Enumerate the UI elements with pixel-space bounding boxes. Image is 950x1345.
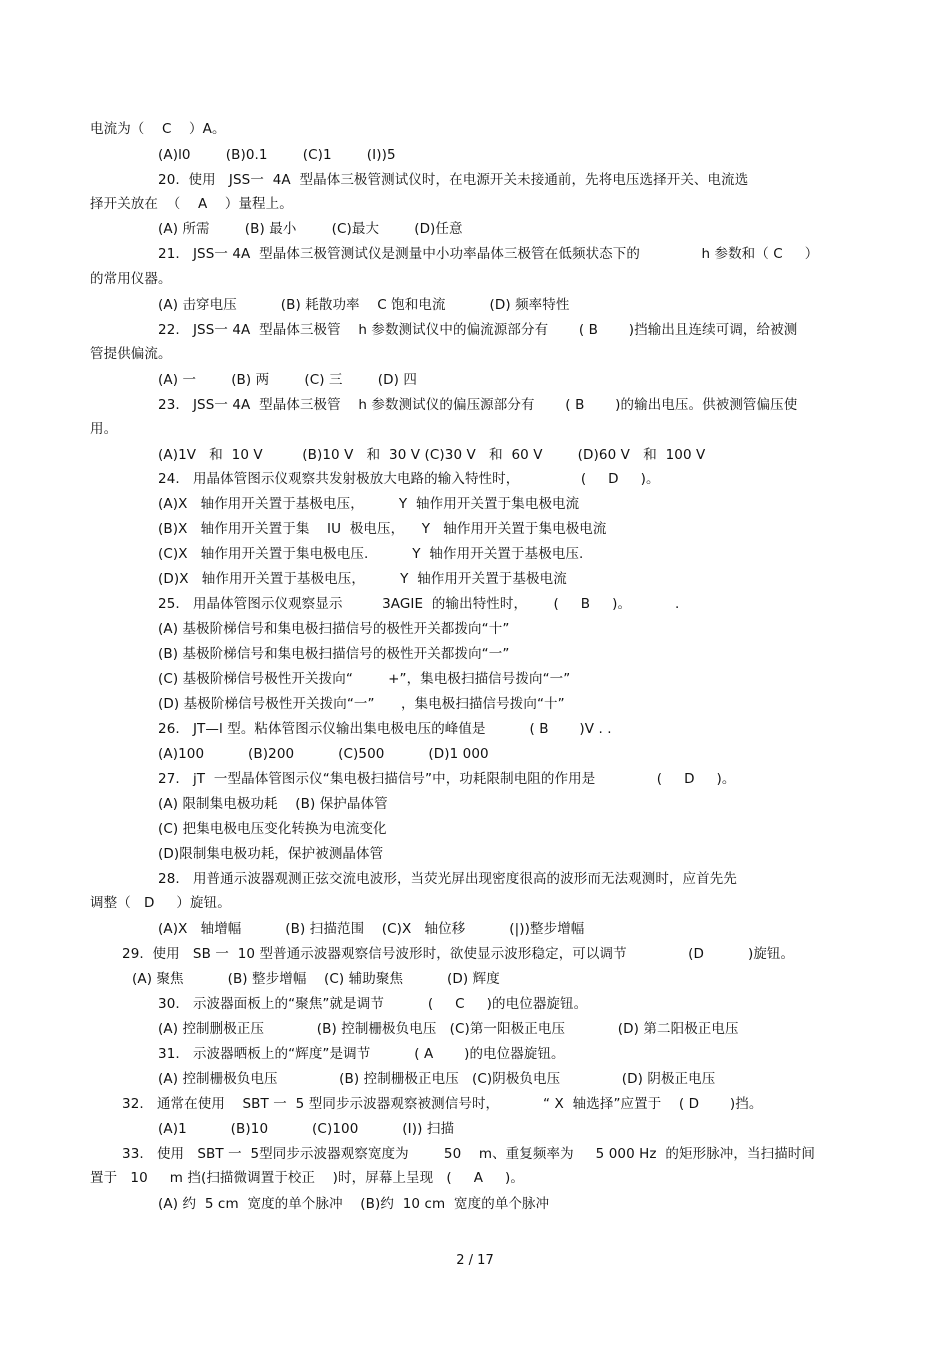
text-line: (A)100 (B)200 (C)500 (D)1 000 [158,746,489,762]
text-line: (D) 基极阶梯信号极性开关拨向“一” ，集电极扫描信号拨向“十” [158,696,565,712]
text-line: (C) 基极阶梯信号极性开关拨向“ +”，集电极扫描信号拨向“一” [158,671,571,687]
text-line: (C) 把集电极电压变化转换为电流变化 [158,821,387,837]
text-line: (A) 所需 (B) 最小 (C)最大 (D)任意 [158,221,463,237]
text-line: (D)X 轴作用开关置于基极电压， Y 轴作用开关置于基极电流 [158,571,567,587]
text-line: 25. 用晶体管图示仪观察显示 3AGIE 的输出特性时， ( B )。 . [158,596,680,612]
text-line: 21. JSS一 4A 型晶体三极管测试仪是测量中小功率晶体三极管在低频状态下的 h 参数和（ C ） [158,246,819,262]
text-line: 22. JSS一 4A 型晶体三极管 h 参数测试仪中的偏流源部分有 ( B )挡输出且连续可调，给被测 [158,322,798,338]
text-line: (A) 控制删极正压 (B) 控制栅极负电压 (C)第一阳极正电压 (D) 第二阳极正电压 [158,1021,739,1037]
text-line: (B) 基极阶梯信号和集电极扫描信号的极性开关都拨向“一” [158,646,510,662]
text-line: 用。 [90,421,118,437]
text-line: (A) 约 5 cm 宽度的单个脉冲 (B)约 10 cm 宽度的单个脉冲 [158,1196,550,1212]
text-line: 29. 使用 SB 一 10 型普通示波器观察信号波形时，欲使显示波形稳定，可以调节 (D )旋钮。 [122,946,795,962]
text-line: (B)X 轴作用开关置于集 IU 极电压， Y 轴作用开关置于集电极电流 [158,521,607,537]
text-line: 择开关放在 （ A ）量程上。 [90,196,293,212]
page-number: 2 / 17 [456,1253,494,1268]
text-line: (A)1 (B)10 (C)100 (I)) 扫描 [158,1121,455,1137]
text-line: (C)X 轴作用开关置于集电极电压. Y 轴作用开关置于基极电压. [158,546,584,562]
text-line: 电流为（ C ）A。 [90,121,226,137]
text-line: 的常用仪器。 [90,271,172,287]
text-line: 26. JT—l 型。粘体管图示仪输出集电极电压的峰值是 ( B )V . . [158,721,612,737]
text-line: 23. JSS一 4A 型晶体三极管 h 参数测试仪的偏压源部分有 ( B )的输出电压。供被测管偏压使 [158,397,798,413]
text-line: (A) 限制集电极功耗 (B) 保护晶体管 [158,796,388,812]
text-line: (A)X 轴作用开关置于基极电压， Y 轴作用开关置于集电极电流 [158,496,580,512]
text-line: (A) 控制栅极负电压 (B) 控制栅极正电压 (C)阴极负电压 (D) 阴极正电压 [158,1071,716,1087]
text-line: 调整（ D ）旋钮。 [90,895,231,911]
text-line: 管提供偏流。 [90,346,172,362]
text-line: (A) 聚焦 (B) 整步增幅 (C) 辅助聚焦 (D) 辉度 [132,971,500,987]
text-line: (D)限制集电极功耗，保护被测晶体管 [158,846,384,862]
text-line: (A)X 轴增幅 (B) 扫描范围 (C)X 轴位移 (|))整步增幅 [158,921,585,937]
text-line: (A)l0 (B)0.1 (C)1 (I))5 [158,147,396,163]
text-line: 20. 使用 JSS一 4A 型晶体三极管测试仪时，在电源开关未接通前，先将电压选择开关、电流选 [158,172,749,188]
text-line: 33. 使用 SBT 一 5型同步示波器观察宽度为 50 m、重复频率为 5 000 Hz 的矩形脉冲，当扫描时间 [122,1146,815,1162]
text-line: 置于 10 m 挡(扫描微调置于校正 )时，屏幕上呈现 ( A )。 [90,1170,525,1186]
text-line: (A)1V 和 10 V (B)10 V 和 30 V (C)30 V 和 60 V (D)60 V 和 100 V [158,447,706,463]
text-line: (A) 基极阶梯信号和集电极扫描信号的极性开关都拨向“十” [158,621,510,637]
text-line: (A) 击穿电压 (B) 耗散功率 C 饱和电流 (D) 频率特性 [158,297,570,313]
text-line: 32. 通常在使用 SBT 一 5 型同步示波器观察被测信号时， “ X 轴选择”应置于 ( D )挡。 [122,1096,763,1112]
text-line: 28. 用普通示波器观测正弦交流电波形，当荧光屏出现密度很高的波形而无法观测时，应首先先 [158,871,737,887]
text-line: 27. jT 一型晶体管图示仪“集电极扫描信号”中，功耗限制电阻的作用是 ( D )。 [158,771,736,787]
text-line: 30. 示波器面板上的“聚焦”就是调节 ( C )的电位器旋钮。 [158,996,588,1012]
text-line: 24. 用晶体管图示仪观察共发射极放大电路的输入特性时， ( D )。 [158,471,660,487]
text-line: (A) 一 (B) 两 (C) 三 (D) 四 [158,372,418,388]
text-line: 31. 示波器晒板上的“辉度”是调节 ( A )的电位器旋钮。 [158,1046,565,1062]
